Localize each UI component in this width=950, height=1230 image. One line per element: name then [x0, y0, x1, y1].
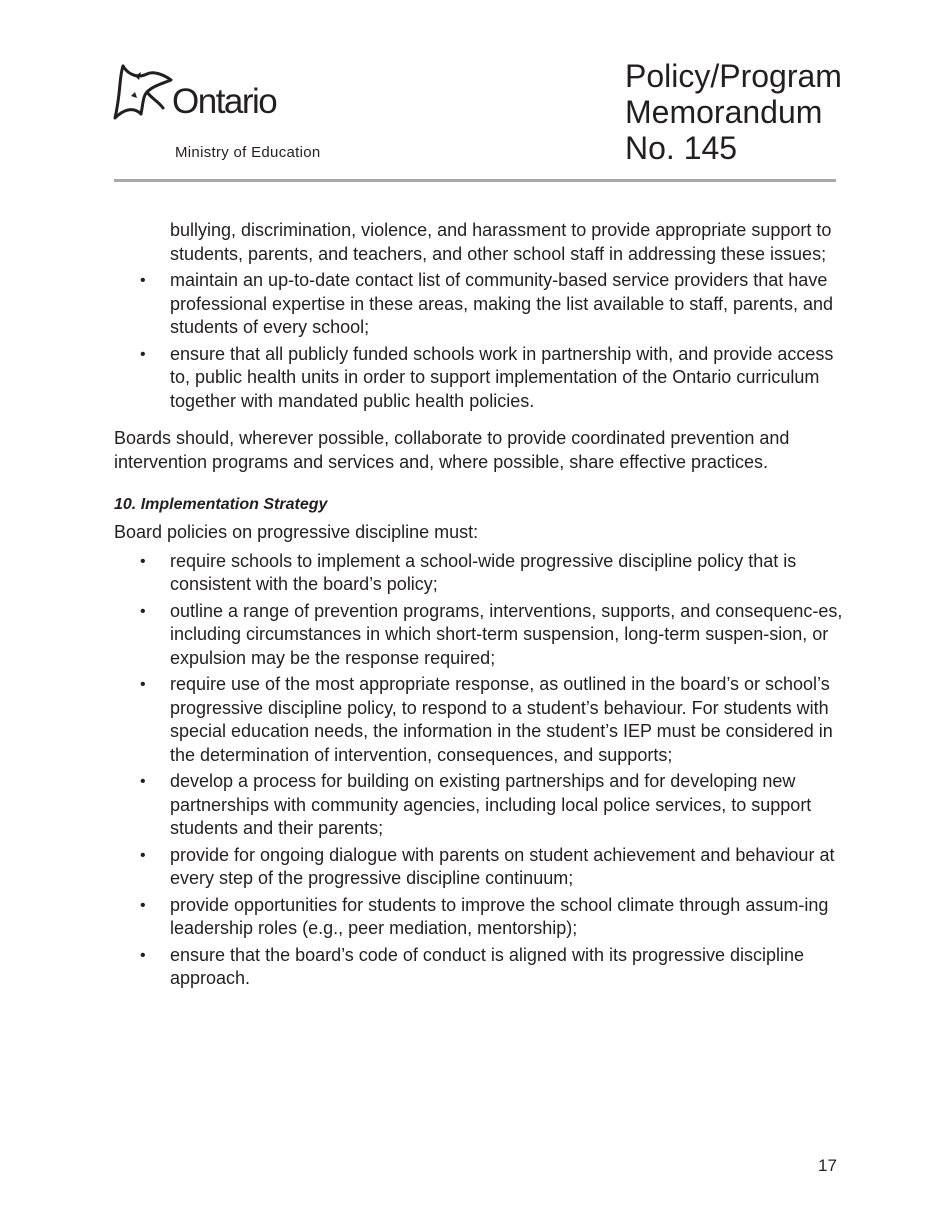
bullet-icon: • — [140, 773, 146, 790]
bullet-icon: • — [140, 676, 146, 693]
bullet-icon: • — [140, 846, 146, 864]
continued-paragraph: bullying, discrimination, violence, and harassment to provide appropriate support to students, parents, and teachers, and other school staff in addressing these issues; — [170, 220, 832, 264]
bullet-icon: • — [140, 552, 146, 570]
list-item — [114, 343, 844, 414]
bullet-icon: • — [140, 272, 146, 289]
list-item — [114, 550, 844, 597]
bullet-list-top — [114, 269, 844, 413]
list-item-text: ensure that all publicly funded schools work in partnership with, and provide access to, public health units in order to support implementation of the Ontario curriculum together with mandated public health policies. — [170, 343, 834, 411]
list-item-text: ensure that the board’s code of conduct is aligned with its progressive discipline approach. — [170, 944, 805, 988]
list-item-text: require use of the most appropriate response, as outlined in the board’s or school’s progressive discipline policy, to respond to a student’s behaviour. For students with special education needs, the information in the student’s IEP must be considered in the determination of intervention, consequences, and supports; — [170, 674, 833, 765]
bullet-icon: • — [140, 946, 146, 964]
list-item — [114, 770, 844, 841]
memo-title — [625, 58, 885, 166]
page-content — [114, 219, 844, 991]
bullet-icon: • — [140, 345, 146, 363]
section-lead: Board policies on progressive discipline must: — [114, 522, 479, 542]
trillium-icon — [113, 62, 177, 124]
list-item-text: outline a range of prevention programs, interventions, supports, and consequenc-es, including circumstances in which short-term suspension, long-term suspen-sion, or expulsion may be the response required; — [170, 600, 843, 668]
list-item — [114, 600, 844, 671]
memo-title-line: Policy/Program — [625, 58, 842, 94]
ministry-name: Ministry of Education — [175, 144, 321, 161]
section-heading: 10. Implementation Strategy — [114, 496, 328, 513]
bullet-list-section — [114, 550, 844, 991]
boards-paragraph: Boards should, wherever possible, collaborate to provide coordinated prevention and intervention programs and services and, where possible, share effective practices. — [114, 428, 790, 472]
list-item-text: require schools to implement a school-wide progressive discipline policy that is consistent with the board’s policy; — [170, 550, 797, 594]
list-item — [114, 673, 844, 767]
memo-title-line: No. 145 — [625, 130, 738, 166]
bullet-icon: • — [140, 896, 146, 914]
memo-title-line: Memorandum — [625, 94, 823, 130]
ontario-wordmark: Ontario — [172, 82, 277, 121]
list-item — [114, 944, 844, 991]
list-item-text: provide opportunities for students to improve the school climate through assum-ing leadership roles (e.g., peer mediation, mentorship); — [170, 894, 829, 938]
list-item — [114, 894, 844, 941]
list-item-text: provide for ongoing dialogue with parents on student achievement and behaviour at every step of the progressive discipline continuum; — [170, 844, 835, 888]
list-item — [114, 269, 844, 340]
list-item — [114, 844, 844, 891]
bullet-icon: • — [140, 602, 146, 620]
list-item-text: develop a process for building on existing partnerships and for developing new partnerships with community agencies, including local police services, to support students and their parents; — [170, 771, 812, 838]
list-item-text: maintain an up-to-date contact list of community-based service providers that have professional expertise in these areas, making the list available to staff, parents, and students of every school; — [170, 270, 834, 337]
ontario-logo — [113, 62, 303, 126]
header-divider — [114, 179, 836, 182]
page-number: 17 — [818, 1156, 837, 1175]
